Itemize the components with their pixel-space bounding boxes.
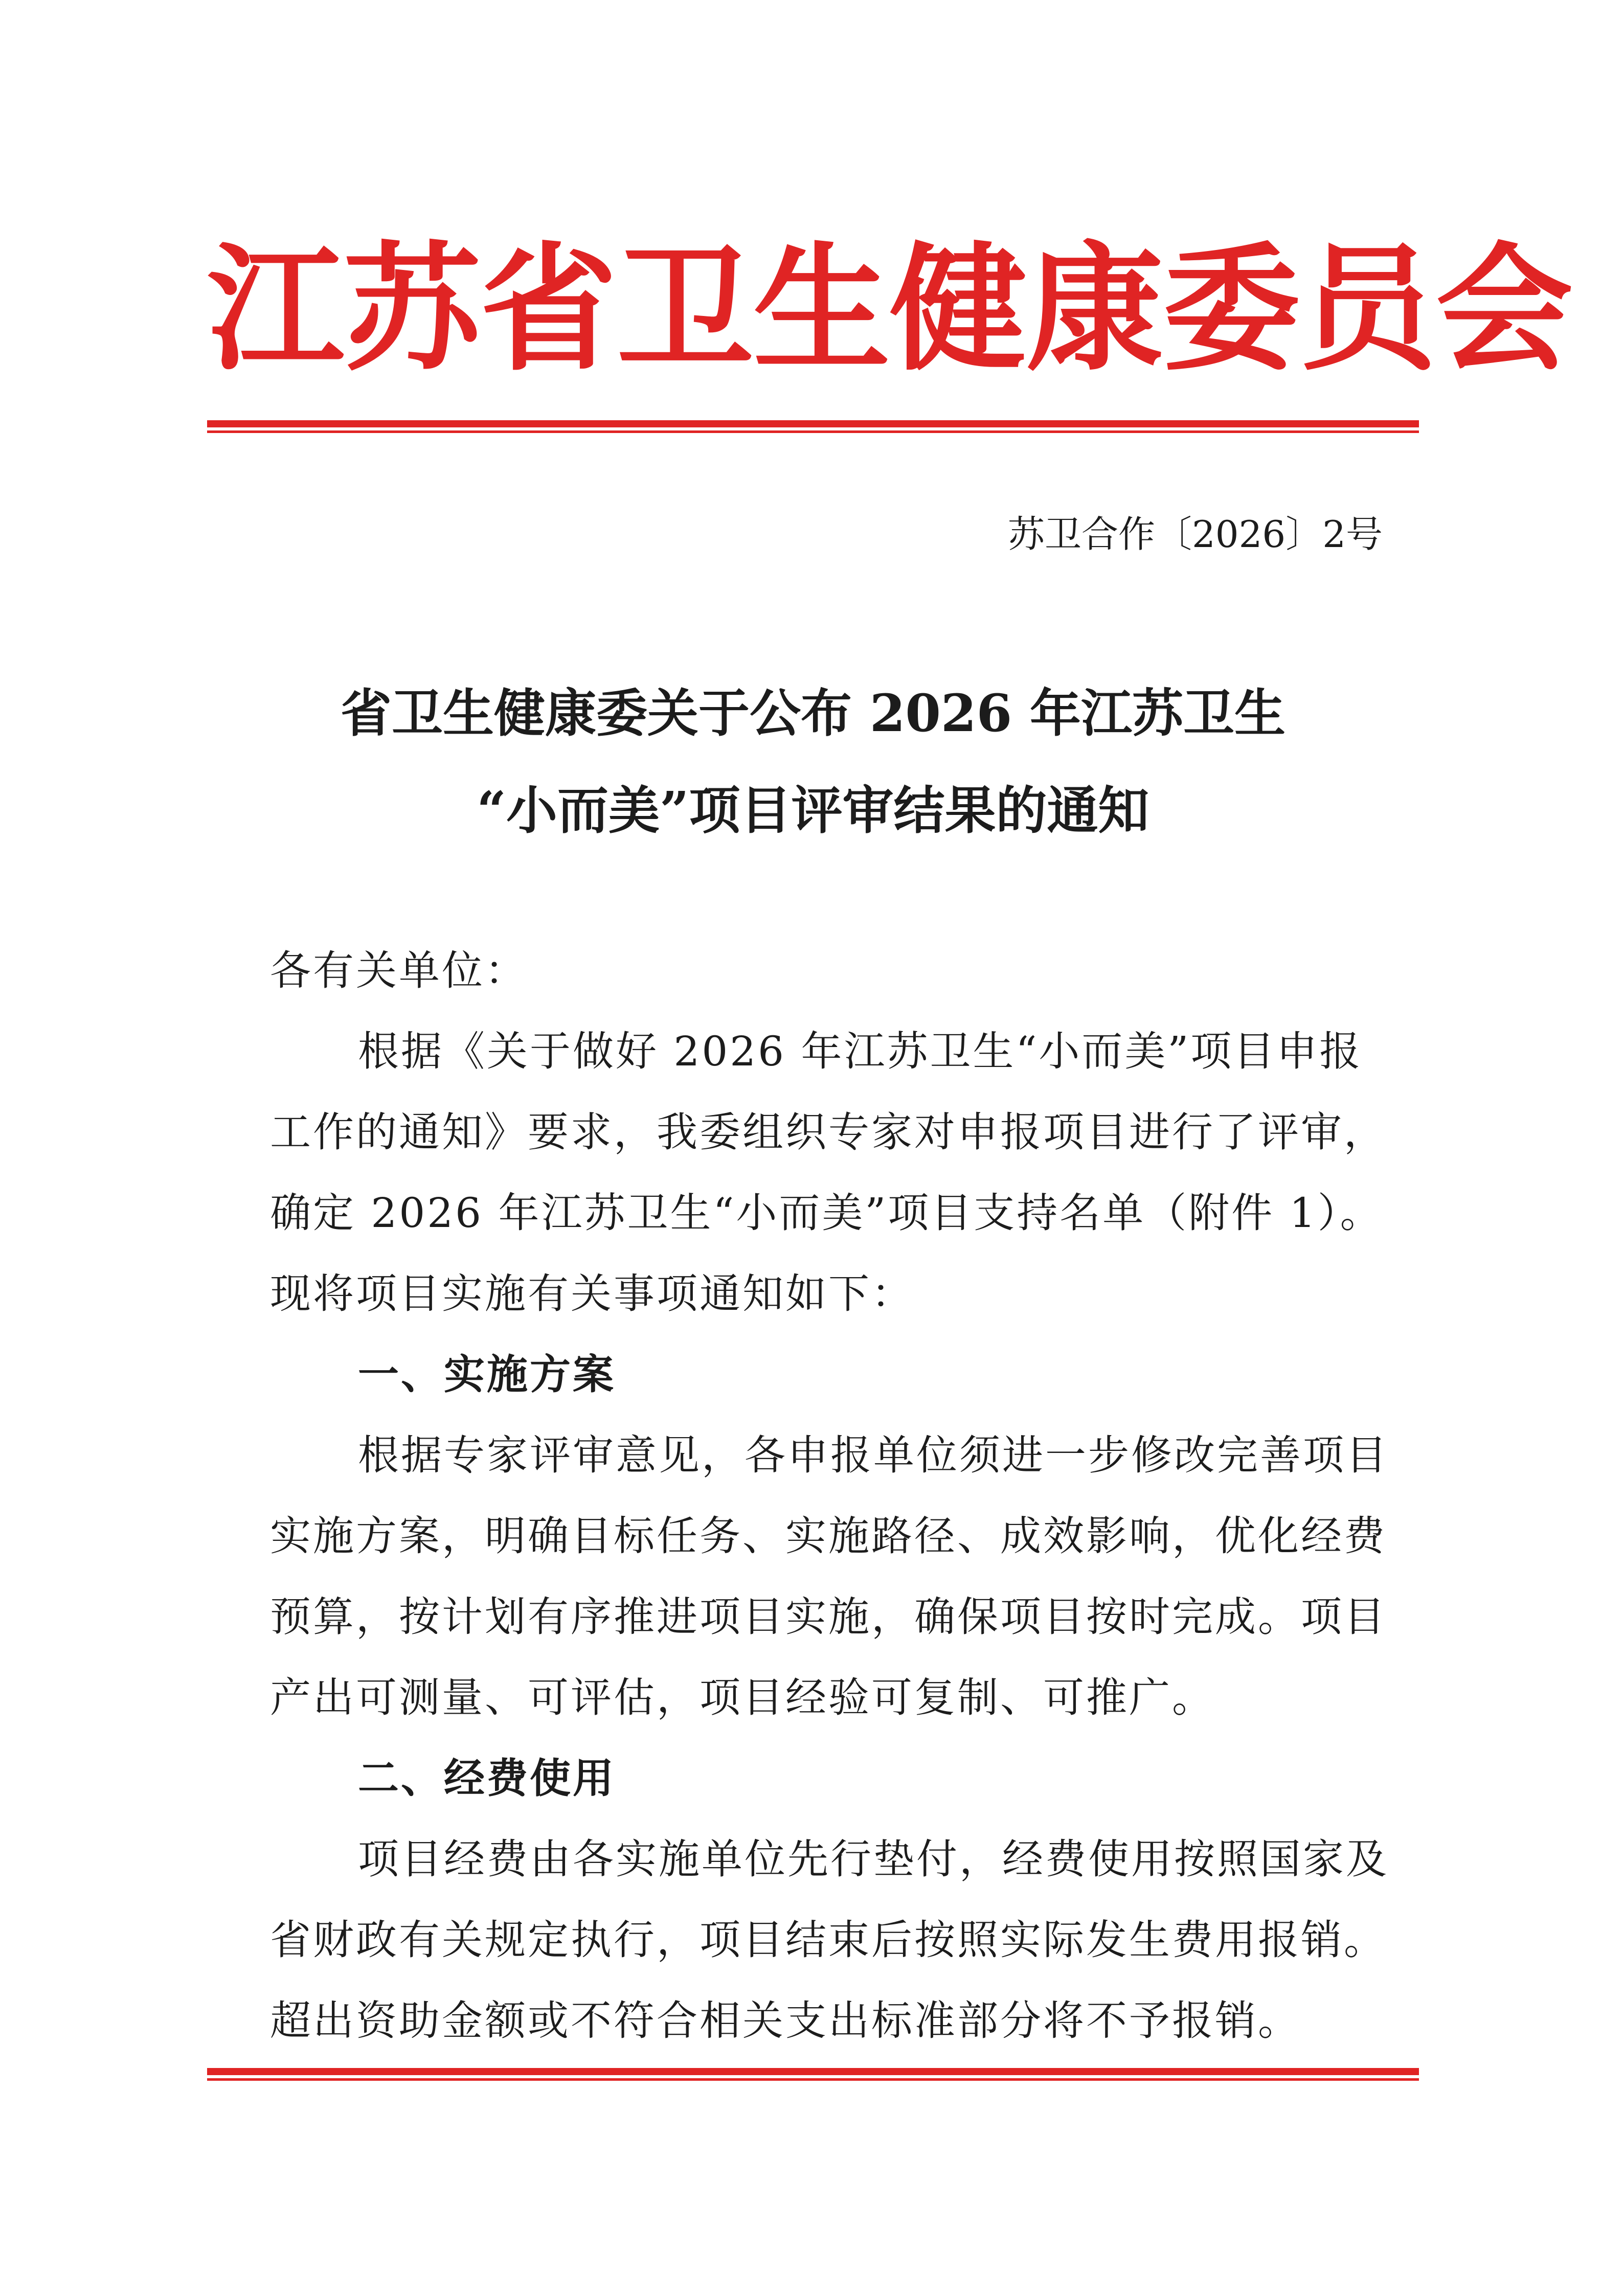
section1-line: 根据专家评审意见，各申报单位须进一步修改完善项目 <box>358 1431 1389 1479</box>
masthead-divider <box>207 420 1419 434</box>
document-title-line-2: “小而美”项目评审结果的通知 <box>477 780 1149 840</box>
section1-line: 预算，按计划有序推进项目实施，确保项目按时完成。项目 <box>270 1593 1387 1641</box>
divider-thick-line <box>207 420 1419 427</box>
divider-thick-line <box>207 2068 1419 2075</box>
masthead-title: 江苏省卫生健康委员会 <box>207 229 1572 390</box>
section-heading-implementation: 一、实施方案 <box>358 1351 616 1398</box>
intro-line: 确定 2026 年江苏卫生“小而美”项目支持名单（附件 1）。 <box>270 1189 1383 1237</box>
divider-thin-line <box>207 2078 1419 2081</box>
section1-line: 产出可测量、可评估，项目经验可复制、可推广。 <box>270 1674 1215 1721</box>
salutation: 各有关单位： <box>270 947 528 994</box>
section2-line: 项目经费由各实施单位先行垫付，经费使用按照国家及 <box>358 1835 1389 1883</box>
footer-divider <box>207 2068 1419 2081</box>
intro-line: 现将项目实施有关事项通知如下： <box>270 1270 914 1317</box>
intro-line: 根据《关于做好 2026 年江苏卫生“小而美”项目申报 <box>358 1028 1363 1075</box>
section-heading-funding: 二、经费使用 <box>358 1755 616 1802</box>
document-title-line-1: 省卫生健康委关于公布 2026 年江苏卫生 <box>341 683 1285 743</box>
section2-line: 超出资助金额或不符合相关支出标准部分将不予报销。 <box>270 1997 1301 2044</box>
document-number: 苏卫合作〔2026〕2号 <box>1007 513 1383 556</box>
section1-line: 实施方案，明确目标任务、实施路径、成效影响，优化经费 <box>270 1512 1387 1560</box>
intro-line: 工作的通知》要求，我委组织专家对申报项目进行了评审， <box>270 1108 1387 1156</box>
divider-thin-line <box>207 430 1419 433</box>
section2-line: 省财政有关规定执行，项目结束后按照实际发生费用报销。 <box>270 1916 1387 1964</box>
